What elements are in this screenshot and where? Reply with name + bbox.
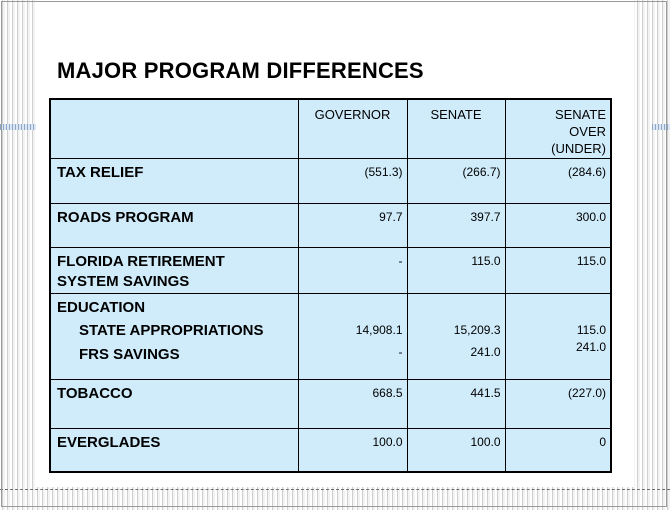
- cell-senate: 100.0: [407, 428, 505, 472]
- senate-state-appropriations: 15,209.3: [453, 322, 501, 337]
- cell-over-under: [505, 293, 611, 379]
- header-governor: GOVERNOR: [298, 99, 407, 158]
- cell-governor: -: [298, 247, 407, 293]
- sub-label-frs-savings: FRS SAVINGS: [79, 345, 180, 363]
- footer-dashed-line: [0, 489, 670, 490]
- row-label-frs-savings: [50, 247, 298, 293]
- cell-spacer: [303, 299, 403, 322]
- cell-governor: 97.7: [298, 203, 407, 247]
- table-row: [50, 293, 611, 379]
- cell-over-under: (227.0): [505, 379, 611, 428]
- cell-over-under: (284.6): [505, 158, 611, 203]
- cell-governor: 668.5: [298, 379, 407, 428]
- table-row: [50, 428, 611, 472]
- governor-state-appropriations: 14,908.1: [355, 322, 403, 337]
- senate-frs-savings: 241.0: [470, 344, 501, 359]
- cell-senate: (266.7): [407, 158, 505, 203]
- table-row: [50, 247, 611, 293]
- row-label-everglades: EVERGLADES: [50, 428, 298, 472]
- header-over-line-1: SENATE: [554, 107, 606, 122]
- header-senate: SENATE: [407, 99, 505, 158]
- right-decorative-band: [652, 124, 670, 130]
- header-row: [50, 99, 611, 158]
- cell-spacer: [412, 299, 501, 322]
- row-label-tax-relief: TAX RELIEF: [50, 158, 298, 203]
- over-frs-savings: 241.0: [575, 339, 606, 354]
- over-state-appropriations: 115.0: [576, 322, 606, 337]
- cell-governor: 100.0: [298, 428, 407, 472]
- cell-governor: (551.3): [298, 158, 407, 203]
- cell-spacer: [510, 299, 607, 322]
- page-title: MAJOR PROGRAM DIFFERENCES: [57, 58, 424, 83]
- governor-frs-savings: -: [398, 344, 403, 359]
- table-row: [50, 379, 611, 428]
- education-label: EDUCATION: [57, 298, 146, 316]
- cell-governor: [298, 293, 407, 379]
- header-label-cell: [50, 99, 298, 158]
- header-over-line-2: OVER: [569, 124, 606, 139]
- sub-label-state-appropriations: STATE APPROPRIATIONS: [79, 321, 264, 339]
- row-label-line-1: FLORIDA RETIREMENT: [57, 252, 225, 270]
- header-senate-over-under: [505, 99, 611, 158]
- table-row: [50, 203, 611, 247]
- row-label-line-2: SYSTEM SAVINGS: [57, 272, 190, 290]
- cell-senate: 397.7: [407, 203, 505, 247]
- cell-over-under: 115.0: [505, 247, 611, 293]
- program-differences-table: [49, 98, 612, 473]
- table-row: [50, 158, 611, 203]
- row-label-education: [50, 293, 298, 379]
- row-label-tobacco: TOBACCO: [50, 379, 298, 428]
- cell-senate: 441.5: [407, 379, 505, 428]
- header-over-line-3: (UNDER): [551, 141, 606, 156]
- cell-senate: [407, 293, 505, 379]
- cell-over-under: 0: [505, 428, 611, 472]
- row-label-roads-program: ROADS PROGRAM: [50, 203, 298, 247]
- cell-over-under: 300.0: [505, 203, 611, 247]
- cell-senate: 115.0: [407, 247, 505, 293]
